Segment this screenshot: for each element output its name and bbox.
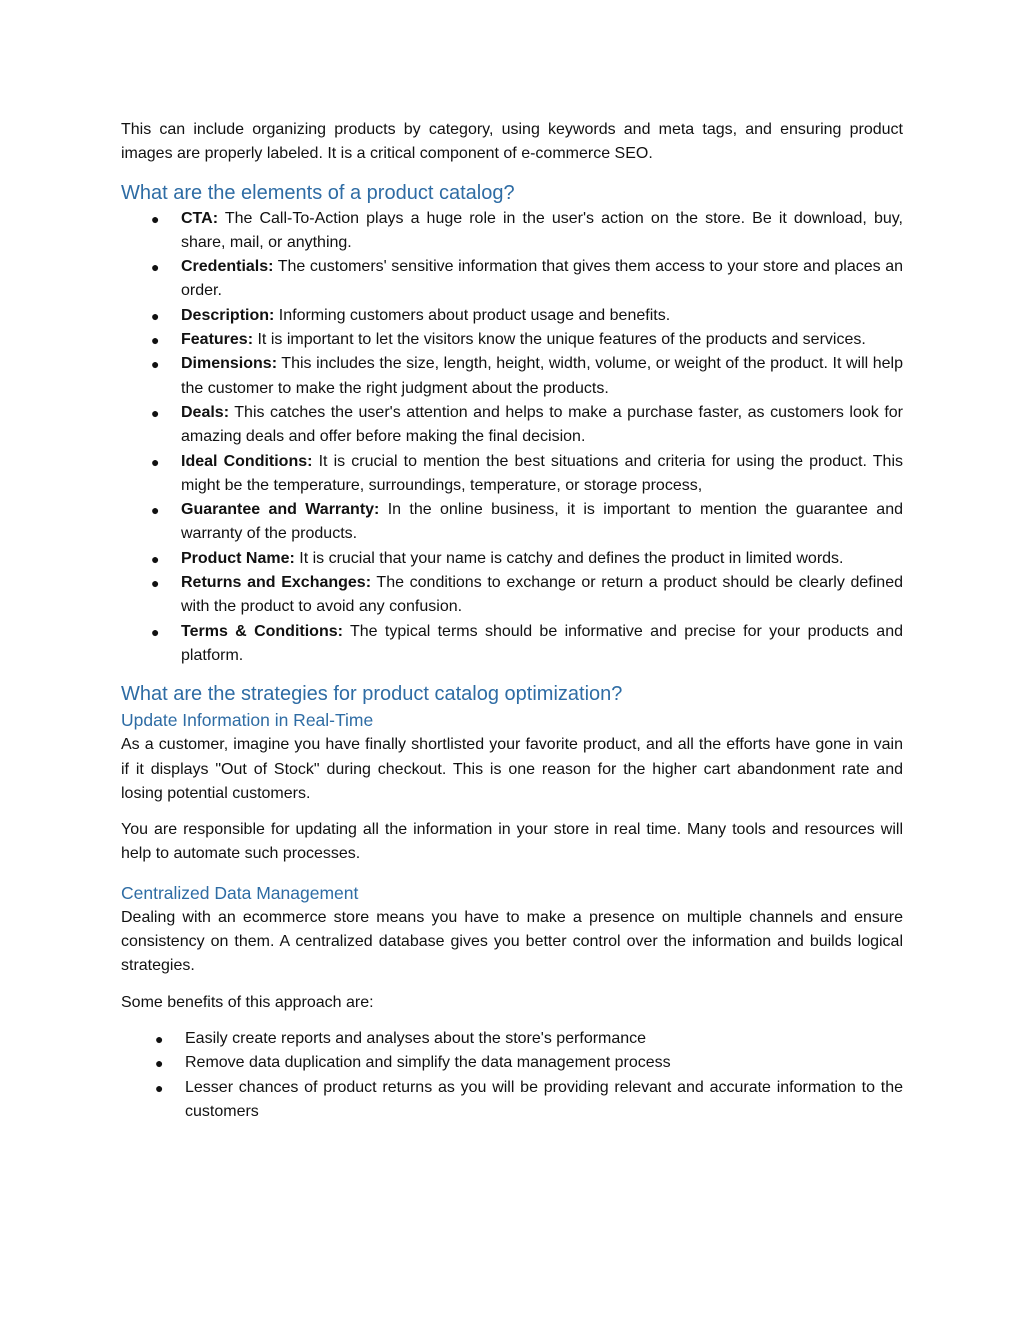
list-item (121, 620, 903, 669)
list-item (121, 207, 903, 256)
list-item-term: Features: (181, 331, 254, 349)
bullet-icon: ● (155, 1055, 164, 1072)
intro-paragraph: This can include organizing products by category, using keywords and meta tags, and ensuring product images are properly labeled. It is a critical component of e-commerce SEO. (121, 121, 903, 163)
list-item (121, 571, 903, 620)
list-item-text: It is important to let the visitors know the unique features of the products and services. (253, 331, 866, 349)
list-item (121, 1076, 903, 1125)
list-item-term: Product Name: (181, 549, 295, 567)
bullet-icon: ● (155, 1030, 164, 1047)
list-item-text: The Call-To-Action plays a huge role in the user's action on the store. Be it download, buy, share, mail, or anything. (181, 209, 903, 251)
spacer (121, 806, 903, 818)
list-item (121, 1027, 903, 1051)
list-item (121, 401, 903, 450)
spacer (121, 668, 903, 680)
bullet-icon: ● (151, 307, 160, 324)
spacer (121, 867, 903, 881)
list-item (121, 1051, 903, 1075)
list-item-text: Lesser chances of product returns as you will be providing relevant and accurate information to the customers (185, 1078, 903, 1120)
list-item-term: Dimensions: (181, 355, 278, 373)
elements-heading: What are the elements of a product catalog? (121, 181, 515, 204)
bullet-icon: ● (151, 332, 160, 349)
bullet-icon: ● (151, 550, 160, 567)
list-item (121, 352, 903, 401)
list-item-text: This includes the size, length, height, width, volume, or weight of the product. It will help the customer to make the right judgment about the products. (181, 355, 903, 397)
central-heading: Centralized Data Management (121, 882, 359, 903)
list-item-text: The conditions to exchange or return a product should be clearly defined with the product to avoid any confusion. (181, 574, 903, 616)
elements-list (121, 207, 903, 669)
list-item-term: Guarantee and Warranty: (181, 501, 380, 519)
list-item-text: This catches the user's attention and helps to make a purchase faster, as customers look for amazing deals and offer before making the final decision. (181, 403, 903, 446)
list-item-term: CTA: (181, 209, 219, 227)
bullet-icon: ● (151, 502, 160, 519)
list-item (121, 547, 903, 571)
list-item-text: The customers' sensitive information that gives them access to your store and places an order. (181, 258, 903, 300)
benefits-list (121, 1027, 903, 1124)
list-item (121, 304, 903, 328)
bullet-icon: ● (151, 623, 160, 640)
list-item-term: Credentials: (181, 258, 274, 276)
list-item-text: Informing customers about product usage and benefits. (274, 306, 671, 324)
bullet-icon: ● (151, 259, 160, 276)
bullet-icon: ● (151, 356, 160, 373)
document-page (121, 118, 903, 1124)
list-item-text: It is crucial to mention the best situations and criteria for using the product. This might be the temperature, surroundings, temperature, or storage process, (181, 452, 903, 494)
list-item-text: It is crucial that your name is catchy and defines the product in limited words. (294, 549, 844, 567)
list-item (121, 498, 903, 547)
list-item-term: Ideal Conditions: (181, 452, 313, 470)
update-heading: Update Information in Real-Time (121, 710, 374, 731)
list-item-term: Terms & Conditions: (181, 622, 343, 640)
list-item-text: Remove data duplication and simplify the data management process (185, 1054, 671, 1072)
list-item-term: Description: (181, 306, 275, 324)
list-item (121, 328, 903, 352)
list-item-text: The typical terms should be informative and precise for your products and platform. (181, 622, 903, 664)
bullet-icon: ● (151, 210, 160, 227)
spacer (121, 979, 903, 991)
list-item-text: Easily create reports and analyses about the store's performance (185, 1029, 647, 1047)
central-paragraph-1: Dealing with an ecommerce store means you have to make a presence on multiple channels and ensure consistency on them. A centralized database gives you better control over the information and builds logical strategies. (121, 908, 903, 975)
bullet-icon: ● (151, 575, 160, 592)
list-item-term: Deals: (181, 403, 230, 421)
list-item (121, 255, 903, 304)
strategies-heading: What are the strategies for product catalog optimization? (121, 683, 623, 706)
bullet-icon: ● (151, 404, 160, 421)
spacer (121, 1015, 903, 1027)
update-paragraph-2: You are responsible for updating all the information in your store in real time. Many tools and resources will help to automate such processes. (121, 821, 903, 863)
central-paragraph-2: Some benefits of this approach are: (121, 993, 374, 1011)
bullet-icon: ● (155, 1079, 164, 1096)
list-item (121, 450, 903, 499)
bullet-icon: ● (151, 453, 160, 470)
list-item-text: In the online business, it is important to mention the guarantee and warranty of the products. (181, 501, 903, 543)
update-paragraph-1: As a customer, imagine you have finally shortlisted your favorite product, and all the efforts have gone in vain if it displays "Out of Stock" during checkout. This is one reason for the higher cart abandonment rate and losing potential customers. (121, 736, 903, 802)
list-item-term: Returns and Exchanges: (181, 574, 372, 592)
